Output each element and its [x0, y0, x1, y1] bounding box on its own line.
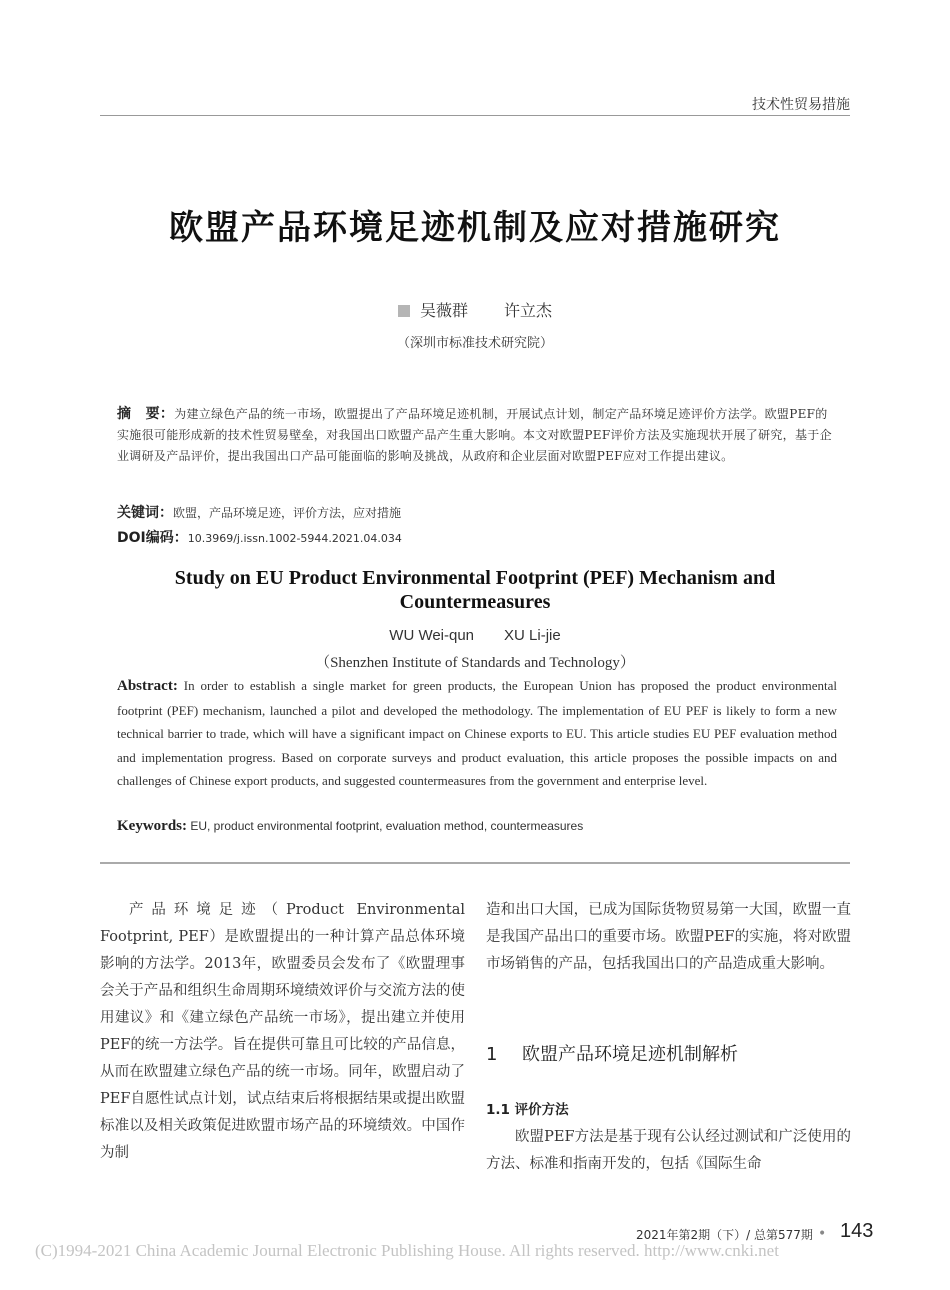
abstract-zh	[117, 404, 837, 467]
body-paragraph-1-continued: 造和出口大国，已成为国际货物贸易第一大国，欧盟一直是我国产品出口的重要市场。欧盟PEF的实施，将对欧盟市场销售的产品，包括我国出口的产品造成重大影响。	[486, 902, 851, 972]
section-divider	[100, 862, 850, 864]
keywords-en-label: Keywords:	[117, 818, 187, 834]
abstract-en-label: Abstract:	[117, 678, 178, 694]
body-paragraph-1: 产品环境足迹（Product Environmental Footprint, PEF）是欧盟提出的一种计算产品总体环境影响的方法学。2013年，欧盟委员会发布了《欧盟理事会关于产品和组织生命周期环境绩效评价与交流方法的使用建议》和《建立绿色产品统一市场》，提出建立并使用PEF的统一方法学。旨在提供可靠且可比较的产品信息，从而在欧盟建立绿色产品的统一市场。同年，欧盟启动了PEF自愿性试点计划，试点结束后将根据结果或提出欧盟标准以及相关政策促进欧盟市场产品的环境绩效。中国作为制	[100, 902, 465, 1161]
doi-label: DOI编码：	[117, 530, 188, 546]
keywords-zh	[117, 502, 837, 522]
page-title: 欧盟产品环境足迹机制及应对措施研究	[169, 208, 781, 248]
doi-value[interactable]: 10.3969/j.issn.1002-5944.2021.04.034	[187, 532, 402, 545]
keywords-zh-label: 关键词：	[117, 505, 173, 521]
english-affiliation: （Shenzhen Institute of Standards and Technology）	[315, 655, 635, 671]
section-title: 欧盟产品环境足迹机制解析	[522, 1044, 738, 1065]
abstract-en	[117, 674, 837, 793]
body-right-column-top	[486, 897, 851, 978]
authors	[0, 298, 950, 321]
body-paragraph-2: 欧盟PEF方法是基于现有公认经过测试和广泛使用的方法、标准和指南开发的，包括《国际生命	[486, 1129, 851, 1172]
affiliation: （深圳市标准技术研究院）	[396, 336, 553, 351]
english-author-1: WU Wei-qun	[389, 627, 475, 644]
author-second: 许立杰	[504, 301, 553, 320]
body-left-column	[100, 897, 465, 1167]
doi	[117, 527, 837, 547]
section-tag: 技术性贸易措施	[752, 97, 850, 113]
footer-bullet-icon: •	[818, 1226, 827, 1242]
subsection-heading: 1.1 评价方法	[486, 1102, 569, 1118]
copyright-watermark: (C)1994-2021 China Academic Journal Electronic Publishing House. All rights reserved. http://www.cnki.net	[35, 1241, 779, 1260]
square-bullet-icon	[398, 305, 410, 317]
english-authors	[0, 627, 950, 644]
english-title: Study on EU Product Environmental Footprint (PEF) Mechanism and Countermeasures	[174, 567, 776, 613]
body-right-column-bottom	[486, 1124, 851, 1178]
header-rule	[100, 115, 850, 116]
keywords-en	[117, 818, 837, 835]
footer-issue: 2021年第2期（下）/ 总第577期	[636, 1228, 813, 1242]
abstract-en-text: In order to establish a single market for green products, the European Union has proposed the product environmental footprint (PEF) mechanism, launched a pilot and developed the methodology. The implementation of EU PEF is likely to form a new technical barrier to trade, which will have a significant impact on Chinese exports to EU. This article studies EU PEF evaluation method and implementation progress. Based on corporate surveys and product evaluation, this article proposes the possible impacts on and challenges of Chinese export products, and suggested countermeasures from the government and enterprise level.	[117, 678, 838, 789]
page-number: 143	[840, 1220, 874, 1242]
section-number: 1	[486, 1044, 498, 1065]
abstract-zh-label: 摘 要：	[117, 406, 175, 422]
keywords-zh-text: 欧盟，产品环境足迹，评价方法，应对措施	[173, 506, 402, 520]
section-heading	[486, 1040, 738, 1066]
author-first: 吴薇群	[419, 301, 468, 320]
english-author-2: XU Li-jie	[504, 627, 561, 644]
abstract-zh-text: 为建立绿色产品的统一市场，欧盟提出了产品环境足迹机制，开展试点计划，制定产品环境足迹评价方法学。欧盟PEF的实施很可能形成新的技术性贸易壁垒，对我国出口欧盟产品产生重大影响。本文对欧盟PEF评价方法及实施现状开展了研究，基于企业调研及产品评价，提出我国出口产品可能面临的影响及挑战，从政府和企业层面对欧盟PEF应对工作提出建议。	[117, 407, 832, 463]
keywords-en-text: EU, product environmental footprint, evaluation method, countermeasures	[190, 819, 584, 833]
